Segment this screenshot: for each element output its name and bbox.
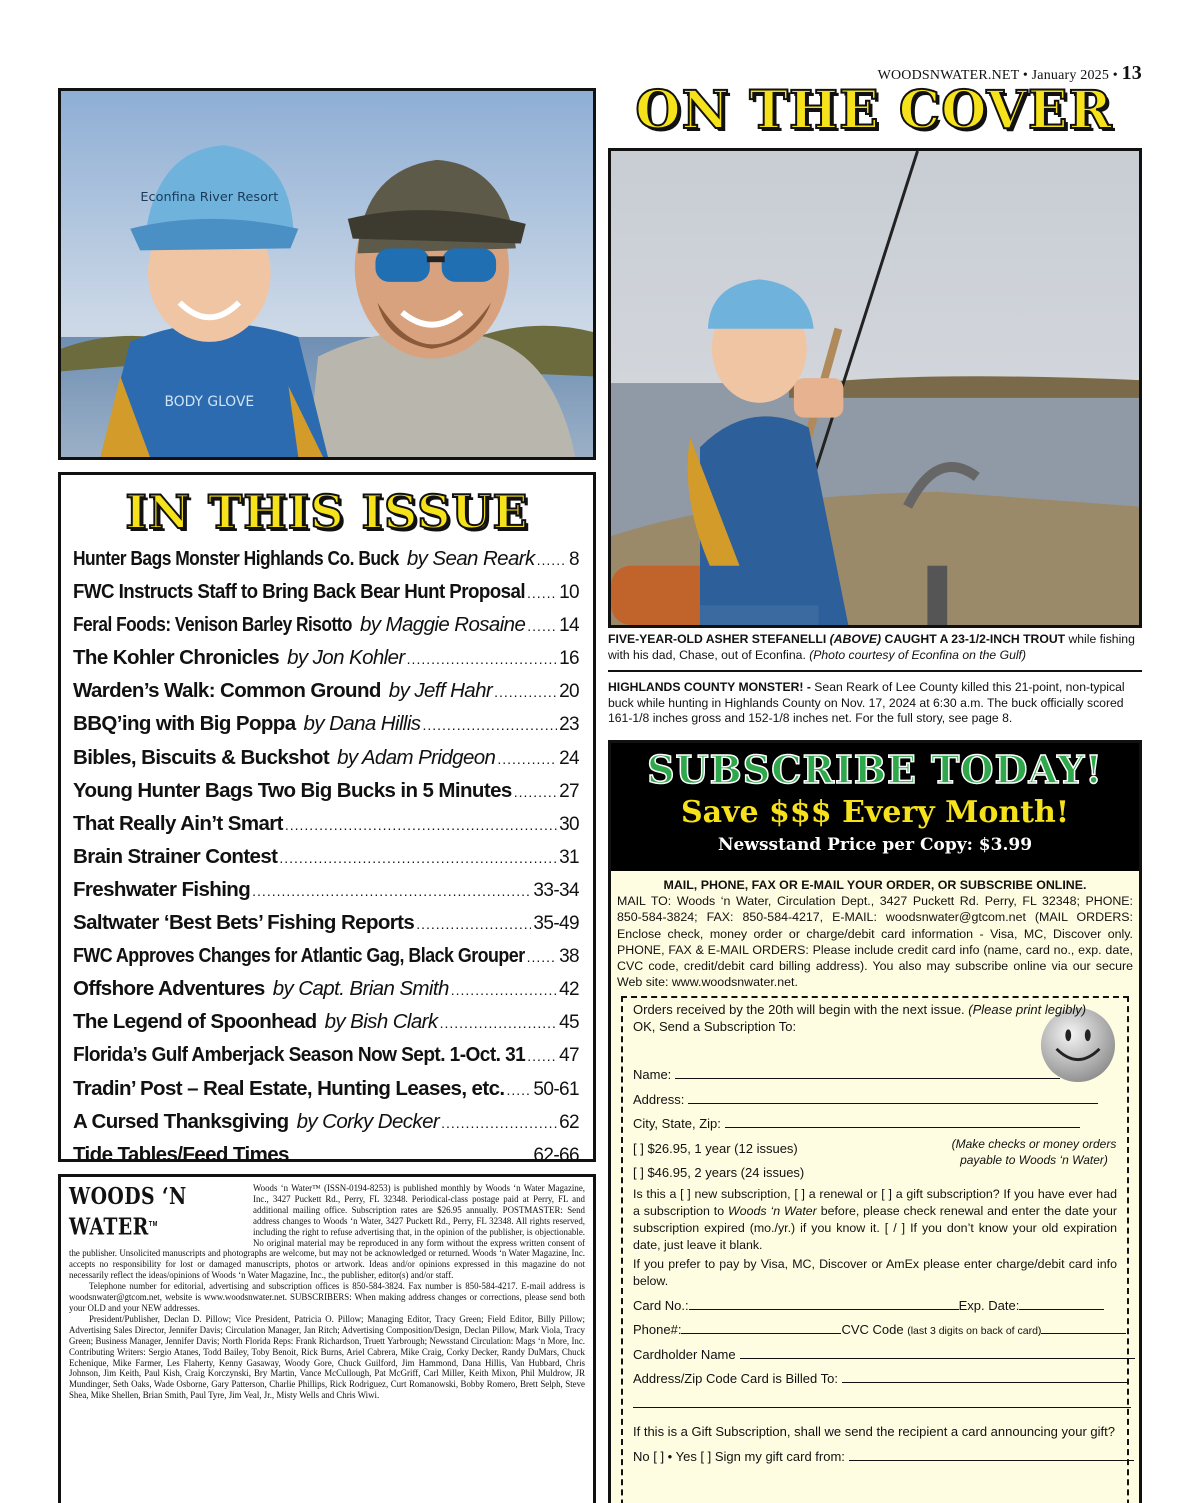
toc-leader-dots (279, 850, 557, 866)
toc-item (73, 1110, 579, 1143)
toc-item-page: 62 (559, 1111, 579, 1133)
table-of-contents (73, 547, 579, 1176)
caption-divider (608, 670, 1142, 672)
toc-item-title: Hunter Bags Monster Highlands Co. Buck (73, 547, 399, 570)
toc-leader-dots (441, 1115, 557, 1131)
ok-send-label: OK, Send a Subscription To: (633, 1019, 797, 1035)
renewal-question: Is this a [ ] new subscription, [ ] a renewal or [ ] a gift subscription? If you have ever had a subscription to Woods ‘n Water before, please check renewal and enter the date your subscription expired (mo./yr.) if you know it. [ / ] If you don’t know your old expiration date, just leave it blank. (633, 1186, 1117, 1252)
toc-leader-dots (527, 585, 557, 601)
photo-boy-fishing (608, 148, 1142, 628)
toc-leader-dots (422, 717, 557, 733)
photo-father-son (58, 88, 596, 460)
toc-leader-dots (252, 883, 531, 899)
toc-item (73, 712, 579, 745)
folio-text: WOODSNWATER.NET • January 2025 • (877, 68, 1118, 83)
toc-item-title: BBQ’ing with Big Poppa (73, 712, 296, 736)
toc-item-title: FWC Instructs Staff to Bring Back Bear Hunt Proposal (73, 580, 526, 604)
toc-leader-dots (497, 751, 557, 767)
toc-item (73, 812, 579, 845)
city-state-zip-field[interactable]: City, State, Zip: (633, 1112, 1117, 1137)
toc-item-author: by Sean Reark (406, 547, 535, 570)
toc-item (73, 878, 579, 911)
toc-item (73, 547, 579, 580)
masthead-box (58, 1174, 596, 1503)
toc-item-title: A Cursed Thanksgiving (73, 1109, 289, 1133)
toc-item-page: 47 (559, 1045, 579, 1067)
toc-item-author: by Jon Kohler (287, 646, 405, 670)
option-two-years[interactable]: [ ] $46.95, 2 years (24 issues) (633, 1165, 805, 1181)
toc-item-author: by Bish Clark (324, 1010, 438, 1034)
toc-leader-dots (451, 982, 557, 998)
toc-leader-dots (407, 651, 557, 667)
toc-item-page: 35-49 (533, 913, 579, 935)
toc-item-title: That Really Ain’t Smart (73, 811, 283, 835)
toc-leader-dots (506, 1082, 531, 1098)
card-number-field[interactable]: Card No.: Exp. Date: (633, 1294, 1117, 1319)
toc-item-author: by Jeff Hahr (388, 679, 493, 703)
toc-item-author: by Maggie Rosaine (359, 613, 526, 637)
toc-item (73, 1077, 579, 1110)
toc-item-title: The Kohler Chronicles (73, 646, 280, 670)
name-field[interactable]: Name: (633, 1063, 1117, 1088)
subscribe-save: Save $$$ Every Month! (680, 795, 1070, 830)
toc-item-page: 10 (559, 582, 579, 604)
toc-item-page: 14 (559, 615, 579, 637)
gift-card-sign-field[interactable]: No [ ] • Yes [ ] Sign my gift card from: (633, 1445, 1117, 1470)
toc-item (73, 1143, 579, 1176)
toc-item-page: 42 (559, 979, 579, 1001)
photo-father-son-art (61, 91, 593, 457)
toc-item-title: The Legend of Spoonhead (73, 1010, 317, 1034)
toc-item-page: 27 (559, 780, 579, 802)
toc-item-author: by Dana Hillis (303, 712, 421, 736)
toc-item-page: 20 (559, 681, 579, 703)
toc-item-page: 31 (559, 846, 579, 868)
toc-item-title: Feral Foods: Venison Barley Risotto (73, 613, 352, 637)
toc-item-title: Tide Tables/Feed Times (73, 1142, 289, 1166)
toc-item (73, 944, 579, 977)
highlands-caption: HIGHLANDS COUNTY MONSTER! - Sean Reark of Lee County killed this 21-point, non-typical buck while hunting in Highlands County on Nov. 17, 2024 at 6:30 a.m. The buck officially scored 161-1/8 inches gross and 152-1/8 inches net. For the full story, see page 8. (608, 680, 1125, 725)
toc-item (73, 977, 579, 1010)
toc-item-page: 62-66 (533, 1144, 579, 1166)
toc-item-title: Brain Strainer Contest (73, 844, 278, 868)
toc-leader-dots (440, 1015, 558, 1031)
toc-item-page: 16 (559, 648, 579, 670)
toc-leader-dots (416, 916, 531, 932)
toc-leader-dots (494, 684, 557, 700)
toc-item (73, 613, 579, 646)
mail-instructions: MAIL TO: Woods ‘n Water, Circulation Dept., 3427 Puckett Rd. Perry, FL 32348; PHONE: 850-584-3824; FAX: 850-584-4217, E-MAIL: woodsnwater@gtcom.net (MAIL ORDERS: Enclose check, money order or charge/debit card information - Visa, MC, Discover only. PHONE, FAX & E-MAIL ORDERS: Please include credit card info (name, card no., exp. date, CVC code, credit/debit card billing address). You also may subscribe online via our secure Web site: www.woodsnwater.net. (617, 894, 1133, 990)
toc-item-title: Tradin’ Post – Real Estate, Hunting Leases, etc. (73, 1076, 505, 1100)
svg-text:BODY GLOVE: BODY GLOVE (164, 393, 255, 410)
toc-item (73, 779, 579, 812)
svg-text:Econfina River Resort: Econfina River Resort (140, 190, 279, 206)
toc-item-title: FWC Approves Changes for Atlantic Gag, Black Grouper (73, 944, 525, 968)
toc-item-page: 8 (569, 549, 579, 570)
orders-note: Orders received by the 20th will begin with the next issue. (Please print legibly) (633, 1002, 1087, 1018)
masthead-paragraph: President/Publisher, Declan D. Pillow; Vice President, Patricia O. Pillow; Managing Editor, Tracy Green; Field Editor, Billy Pillow; Advertising Sales Director, Jennifer Davis; Circulation Manager, Jan Ritch; Advertising Composition/Design, Declan Pillow, Mark Viola, Tracy Green; Business Manager, Jennifer Davis; North Florida Reps: Frank Richardson, Truett Yarbrough; Newsstand Circulation: Mags ‘n More, Inc. Contributing Writers: Sergio Atanes, Todd Bailey, Toby Benoit, Rick Burns, Ariel Cabrera, Mike Craig, Corky Decker, Randy DuMars, Chuck Echenique, Mike Farmer, Les Flaherty, Kenny Gasaway, Woody Gore, Chuck Guilford, Jim Hammond, Dana Hillis, Van Hubbard, Chris Johnson, Jim Keith, Paul Kish, Craig Korczynski, Bry Martin, Vance McCullough, Pat McGriff, Carl Miller, Keith Mixon, Phil Muldrow, JR Mundinger, Seth Oaks, Wade Osborne, Gary Patterson, Charlie Phillips, Rick Rodriguez, Curt Romanowski, Bobby Romero, Brett Selph, Steve Shea, Mike Shellen, Brian Smith, Paul Tyre, Jim Veal, Jr., Misty Wells and Chris Wiwi. (69, 1313, 585, 1401)
masthead-paragraph: Woods ‘n Water™ (ISSN-0194-8253) is published monthly by Woods ‘n Water Magazine, Inc., 3427 Puckett Rd., Perry, FL 32348. Periodical-class postage paid at Perry, FL and additional mailing office. Subscription rates are $26.95 annually. POSTMASTER: Send address changes to Woods ‘n Water, 3427 Puckett Rd., Perry, FL 32348. All rights reserved, including the right to refuse advertising that, in the opinion of the publisher, is objectionable. No original material may be reproduced in any form without the express written consent of the publisher. Unsolicited manuscripts and photographs are welcome, but may not be acknowledged or returned. Woods ‘n Water Magazine, Inc. accepts no responsibility for lost or damaged manuscripts, photos or artwork. Ideas and/or opinions expressed in this magazine do not necessarily reflect the ideas/opinions of Woods ‘n Water Magazine, Inc., the publisher, editor(s) and/or staff. (69, 1183, 585, 1281)
on-the-cover-title: ON THE COVER (635, 80, 1113, 141)
toc-item-title: Bibles, Biscuits & Buckshot (73, 745, 330, 769)
subscribe-title: SUBSCRIBE TODAY! (647, 747, 1103, 792)
toc-item (73, 1043, 579, 1076)
toc-item-title: Florida’s Gulf Amberjack Season Now Sept. 1-Oct. 31 (73, 1043, 526, 1067)
phone-cvc-field[interactable]: Phone#: CVC Code (last 3 digits on back of card) (633, 1318, 1117, 1343)
woods-n-water-logo: WOODS ‘N WATER™ (69, 1183, 187, 1241)
toc-item (73, 679, 579, 712)
toc-item-title: Offshore Adventures (73, 977, 265, 1001)
toc-item (73, 746, 579, 779)
subscribe-box (608, 740, 1142, 1503)
toc-item (73, 1010, 579, 1043)
toc-item-page: 24 (559, 747, 579, 769)
address-field[interactable]: Address: (633, 1088, 1117, 1113)
toc-item (73, 845, 579, 878)
toc-item-page: 23 (559, 714, 579, 736)
option-one-year[interactable]: [ ] $26.95, 1 year (12 issues) (633, 1140, 798, 1156)
page-number: 13 (1121, 62, 1142, 84)
toc-leader-dots (285, 817, 557, 833)
toc-item (73, 580, 579, 613)
toc-leader-dots (514, 784, 557, 800)
billing-address-line-2[interactable] (633, 1392, 1117, 1417)
cover-caption: FIVE-YEAR-OLD ASHER STEFANELLI (ABOVE) CAUGHT A 23-1/2-INCH TROUT while fishing with his dad, Chase, out of Econfina. (Photo courtesy of Econfina on the Gulf) (608, 632, 1135, 662)
newsstand-price: Newsstand Price per Copy: $3.99 (717, 835, 1033, 855)
pay-instructions: If you prefer to pay by Visa, MC, Discover or AmEx please enter charge/debit card info below. (633, 1256, 1117, 1288)
toc-leader-dots (527, 1048, 557, 1064)
order-heading: MAIL, PHONE, FAX OR E-MAIL YOUR ORDER, OR SUBSCRIBE ONLINE. (663, 878, 1087, 892)
subscription-form (621, 996, 1129, 1503)
in-this-issue-box (58, 472, 596, 1166)
toc-item-author: by Adam Pridgeon (337, 745, 496, 769)
toc-item-page: 33-34 (533, 879, 579, 901)
toc-item-page: 45 (559, 1012, 579, 1034)
subscribe-body (611, 871, 1139, 1503)
toc-item-title: Young Hunter Bags Two Big Bucks in 5 Minutes (73, 778, 512, 802)
masthead-paragraph: Telephone number for editorial, advertising and subscription offices is 850-584-3824. Fax number is 850-584-4217. E-mail address is woodsnwater@gtcom.net, website is www.woodsnwater.net. SUBSCRIBERS: When making address changes or corrections, please send both your OLD and your NEW addresses. (69, 1281, 585, 1313)
toc-leader-dots (527, 618, 557, 634)
toc-item-title: Warden’s Walk: Common Ground (73, 679, 381, 703)
toc-item-author: by Capt. Brian Smith (272, 977, 449, 1001)
billing-address-field[interactable]: Address/Zip Code Card is Billed To: (633, 1367, 1117, 1392)
gift-card-question: If this is a Gift Subscription, shall we send the recipient a card announcing your gift? (633, 1424, 1115, 1440)
cardholder-name-field[interactable]: Cardholder Name (633, 1343, 1117, 1368)
toc-leader-dots (527, 949, 557, 965)
toc-item-title: Saltwater ‘Best Bets’ Fishing Reports (73, 911, 415, 935)
toc-item-page: 38 (559, 946, 579, 968)
toc-item-title: Freshwater Fishing (73, 877, 251, 901)
toc-item (73, 646, 579, 679)
photo-boy-fishing-art (611, 151, 1139, 625)
toc-item-author: by Corky Decker (296, 1109, 440, 1133)
toc-leader-dots (291, 1148, 532, 1164)
subscribe-header (611, 743, 1139, 871)
in-this-issue-title: IN THIS ISSUE (125, 485, 529, 539)
checks-note: (Make checks or money orders payable to Woods ‘n Water) (951, 1137, 1117, 1168)
toc-item (73, 911, 579, 944)
toc-item-page: 50-61 (533, 1078, 579, 1100)
toc-leader-dots (537, 552, 567, 568)
toc-item-page: 30 (559, 813, 579, 835)
